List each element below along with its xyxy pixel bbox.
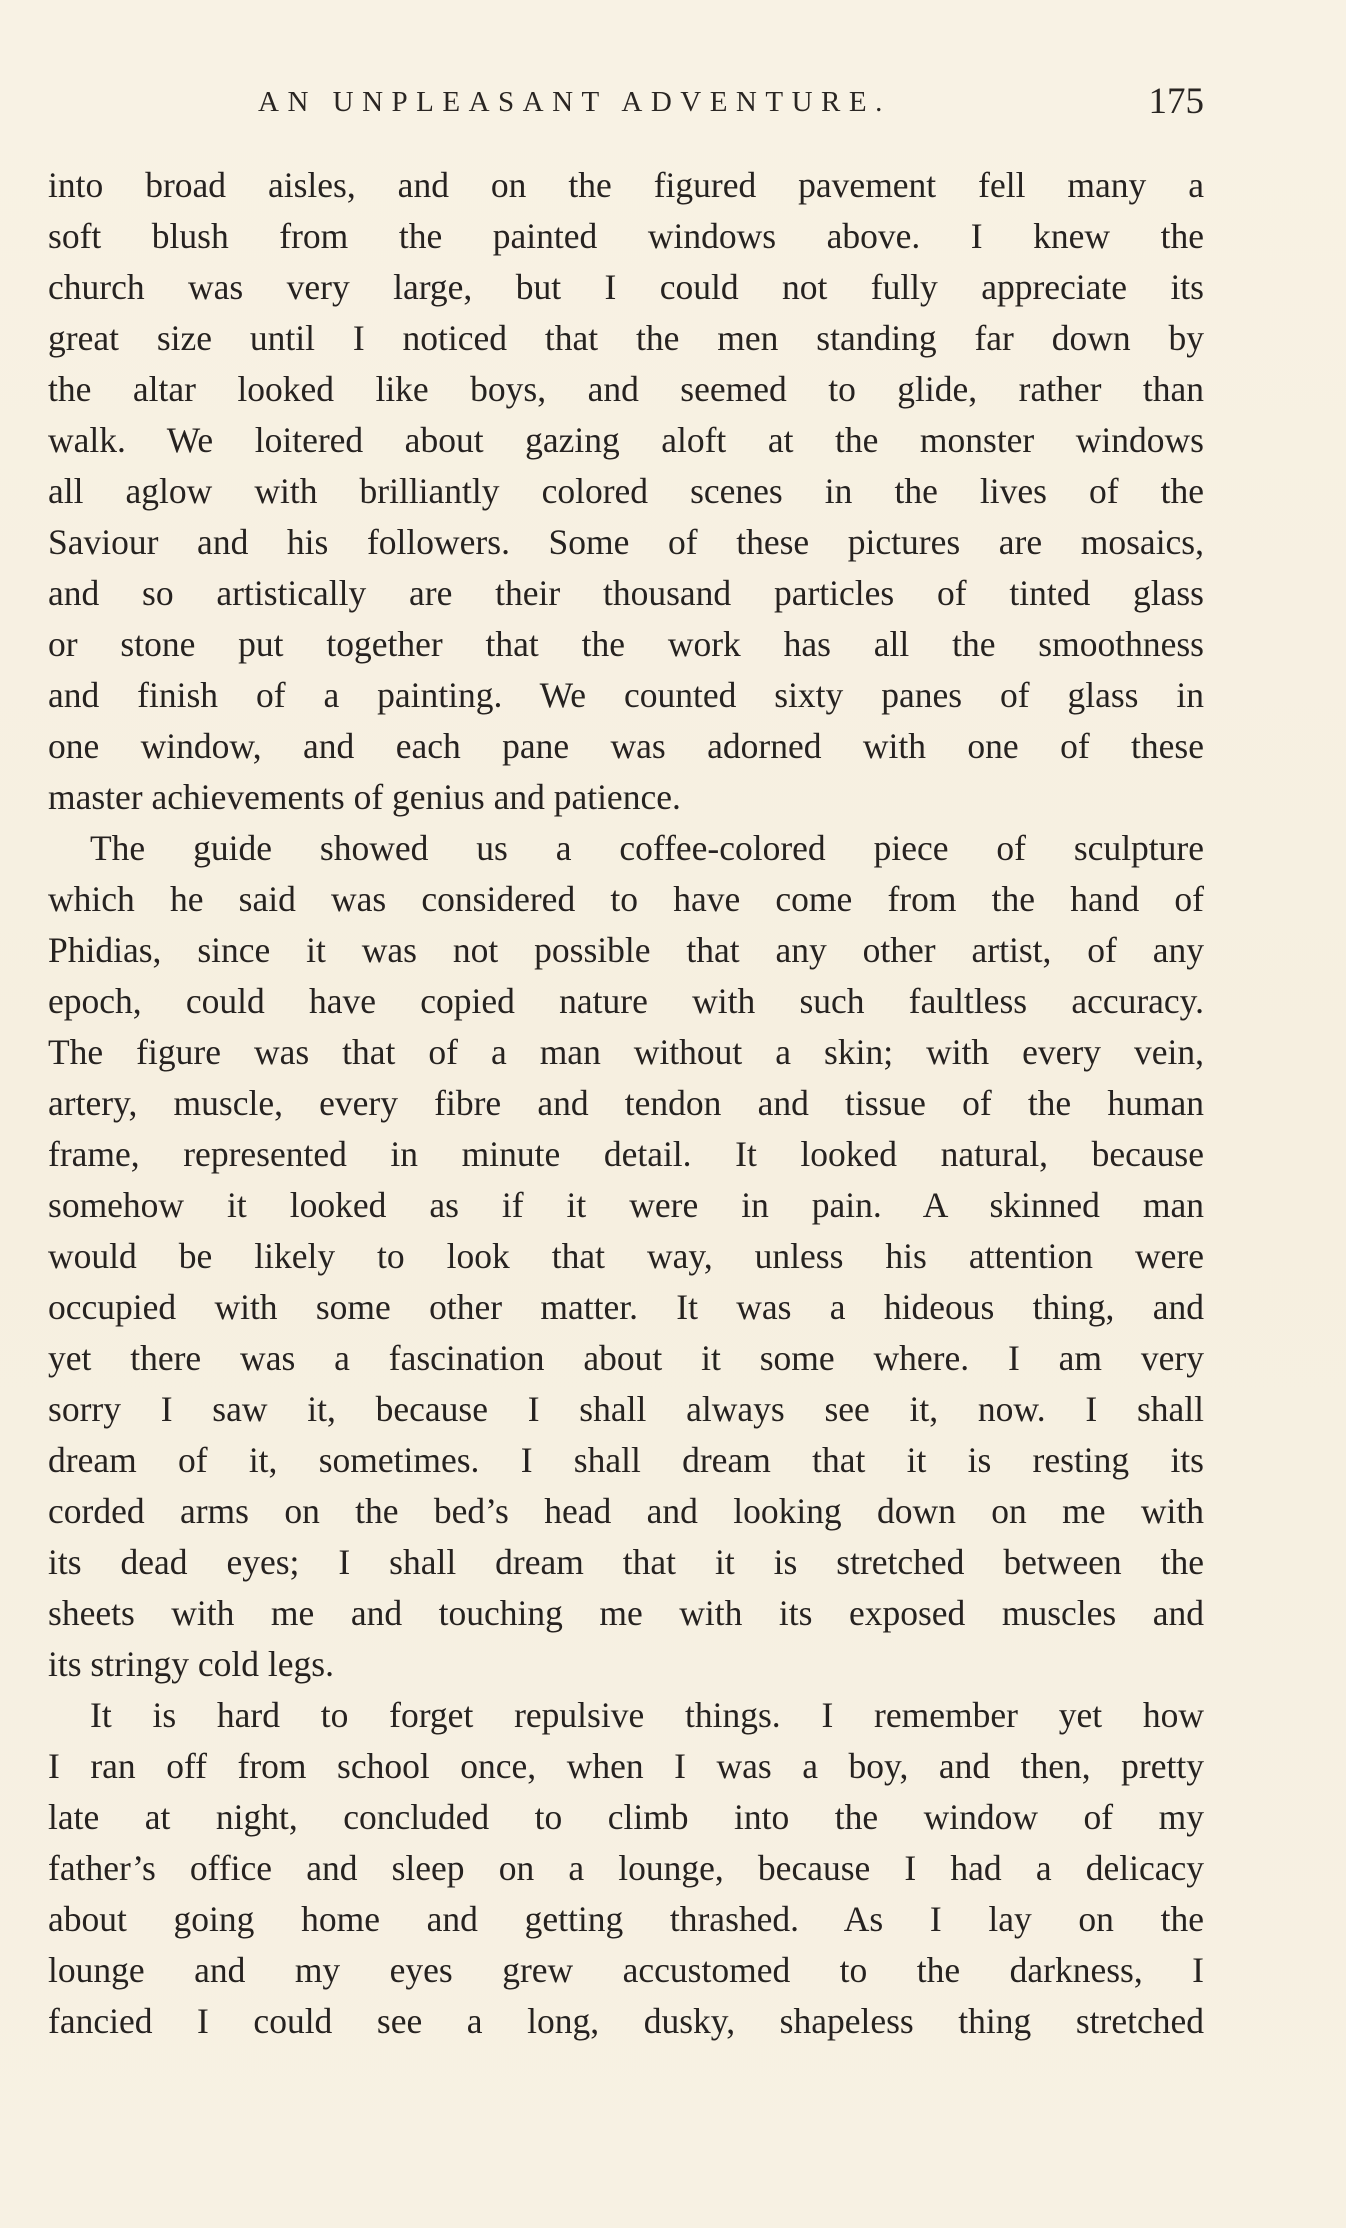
text-line: Saviour and his followers. Some of these pictures are mosaics, [48, 522, 1204, 562]
body-text [48, 160, 1204, 2047]
text-line: somehow it looked as if it were in pain. A skinned man [48, 1185, 1204, 1225]
text-line: sheets with me and touching me with its exposed muscles and [48, 1593, 1204, 1633]
text-line: would be likely to look that way, unless his attention were [48, 1236, 1204, 1276]
running-head: AN UNPLEASANT ADVENTURE. [258, 86, 891, 118]
text-line: its dead eyes; I shall dream that it is stretched between the [48, 1542, 1204, 1582]
text-line: epoch, could have copied nature with such faultless accuracy. [48, 981, 1204, 1021]
paragraph [48, 1690, 1204, 2047]
text-line: the altar looked like boys, and seemed to glide, rather than [48, 369, 1204, 409]
text-line: frame, represented in minute detail. It looked natural, because [48, 1134, 1204, 1174]
text-line: master achievements of genius and patience. [48, 777, 681, 817]
text-line: I ran off from school once, when I was a boy, and then, pretty [48, 1746, 1204, 1786]
text-line: It is hard to forget repulsive things. I remember yet how [90, 1695, 1204, 1735]
text-line: sorry I saw it, because I shall always see it, now. I shall [48, 1389, 1204, 1429]
text-line: and finish of a painting. We counted sixty panes of glass in [48, 675, 1204, 715]
text-line: soft blush from the painted windows above. I knew the [48, 216, 1204, 256]
text-line: The figure was that of a man without a skin; with every vein, [48, 1032, 1204, 1072]
text-line: great size until I noticed that the men standing far down by [48, 318, 1204, 358]
text-line: late at night, concluded to climb into the window of my [48, 1797, 1204, 1837]
text-line: which he said was considered to have come from the hand of [48, 879, 1204, 919]
text-line: and so artistically are their thousand particles of tinted glass [48, 573, 1204, 613]
text-line: or stone put together that the work has all the smoothness [48, 624, 1204, 664]
text-line: about going home and getting thrashed. As I lay on the [48, 1899, 1204, 1939]
text-line: occupied with some other matter. It was a hideous thing, and [48, 1287, 1204, 1327]
text-line: fancied I could see a long, dusky, shapeless thing stretched [48, 2001, 1204, 2041]
text-line: The guide showed us a coffee-colored piece of sculpture [90, 828, 1204, 868]
text-line: walk. We loitered about gazing aloft at the monster windows [48, 420, 1204, 460]
text-line: father’s office and sleep on a lounge, because I had a delicacy [48, 1848, 1204, 1888]
paragraph [48, 823, 1204, 1690]
page-header [48, 80, 1204, 130]
text-line: one window, and each pane was adorned with one of these [48, 726, 1204, 766]
text-line: church was very large, but I could not fully appreciate its [48, 267, 1204, 307]
paragraph [48, 160, 1204, 823]
text-line: yet there was a fascination about it some where. I am very [48, 1338, 1204, 1378]
text-line: dream of it, sometimes. I shall dream that it is resting its [48, 1440, 1204, 1480]
text-line: artery, muscle, every fibre and tendon and tissue of the human [48, 1083, 1204, 1123]
text-line: Phidias, since it was not possible that any other artist, of any [48, 930, 1204, 970]
text-line: into broad aisles, and on the figured pavement fell many a [48, 165, 1204, 205]
text-line: its stringy cold legs. [48, 1644, 334, 1684]
page-number: 175 [1148, 81, 1204, 122]
text-line: all aglow with brilliantly colored scenes in the lives of the [48, 471, 1204, 511]
text-line: corded arms on the bed’s head and looking down on me with [48, 1491, 1204, 1531]
text-line: lounge and my eyes grew accustomed to the darkness, I [48, 1950, 1204, 1990]
